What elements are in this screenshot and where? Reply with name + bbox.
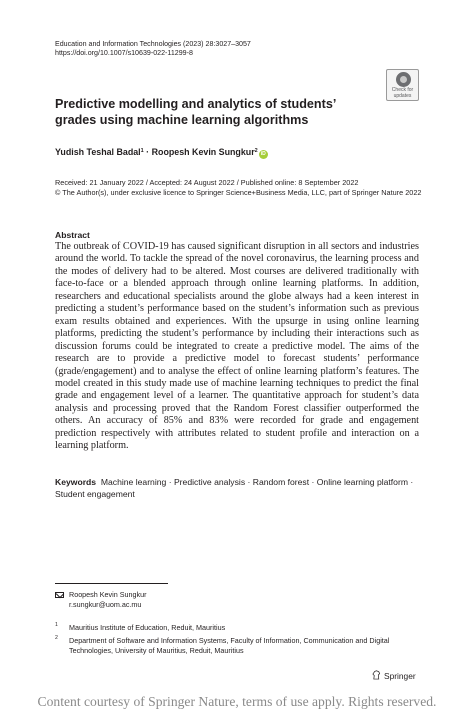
journal-citation: Education and Information Technologies (2023) 28:3027–3057 [55,40,251,48]
check-updates-label: Check for updates [391,87,414,99]
contact-email[interactable]: r.sungkur@uom.ac.mu [69,599,142,609]
contact-name: Roopesh Kevin Sungkur [69,590,147,599]
keywords-section [55,476,419,500]
author-1[interactable]: Yudish Teshal Badal [55,147,141,157]
check-for-updates-badge[interactable] [386,69,419,101]
author-1-affiliation: 1 [140,148,144,154]
affiliation-2-number: 2 [55,635,58,641]
orcid-icon[interactable]: iD [260,151,266,157]
author-separator: · [143,147,152,157]
copyright-notice: © The Author(s), under exclusive licence to Springer Science+Business Media, LLC, part of Springer Nature 2022 [55,187,422,197]
keywords-label: Keywords [55,477,97,487]
abstract-heading: Abstract [55,230,90,240]
envelope-icon [55,592,64,598]
publisher-name: Springer [384,671,416,681]
check-updates-icon [396,72,411,87]
abstract-text: The outbreak of COVID-19 has caused significant disruption in all sectors and industries around the world. To tackle the spread of the novel coronavirus, the learning process and the modes of delivery had to be altered. Most courses are delivered traditionally with face-to-face or a blended approach through online learning platforms. In addition, researchers and educational specialists around the globe always had a keen interest in predicting a student’s performance based on the student’s information such as previous exam results obtained and experiences. With the upsurge in using online learning platforms, predicting the student’s performance by including their interactions such as discussion forums could be integrated to create a predictive model. The aims of the research are to provide a predictive model to forecast students’ performance (grade/engagement) and to analyse the effect of online learning platform’s features. The model created in this study made use of machine learning techniques to predict the final grade and engagement level of a learner. The quantitative approach for student’s data analysis and processing proved that the Random Forest classifier outperformed the others. An accuracy of 85% and 83% were recorded for grade and engagement prediction respectively with attributes related to student profile and interaction on a learning platform. [55,241,419,452]
article-title: Predictive modelling and analytics of students’ grades using machine learning algorithms [55,97,336,127]
author-2[interactable]: Roopesh Kevin Sungkur [151,147,255,157]
affiliation-1-number: 1 [55,622,58,628]
journal-header [55,40,251,58]
footnote-divider [55,583,168,584]
author-list [55,145,268,159]
author-2-affiliation: 2 [254,148,258,154]
affiliation-2-text: Department of Software and Information Systems, Faculty of Information, Communication and Digital Technologies, University of Mauritius, Reduit, Mauritius [69,636,390,655]
publisher-logo [372,670,416,682]
publication-history [55,178,425,197]
doi-link[interactable]: https://doi.org/10.1007/s10639-022-11299-8 [55,49,193,57]
courtesy-notice: Content courtesy of Springer Nature, terms of use apply. Rights reserved. [37,694,437,709]
keywords-list: Machine learning · Predictive analysis · Random forest · Online learning platform · Student engagement [55,477,414,499]
springer-horse-icon [372,670,381,680]
publication-dates: Received: 21 January 2022 / Accepted: 24 August 2022 / Published online: 8 September 2022 [55,178,359,187]
affiliation-1-text: Mauritius Institute of Education, Reduit, Mauritius [69,623,226,632]
